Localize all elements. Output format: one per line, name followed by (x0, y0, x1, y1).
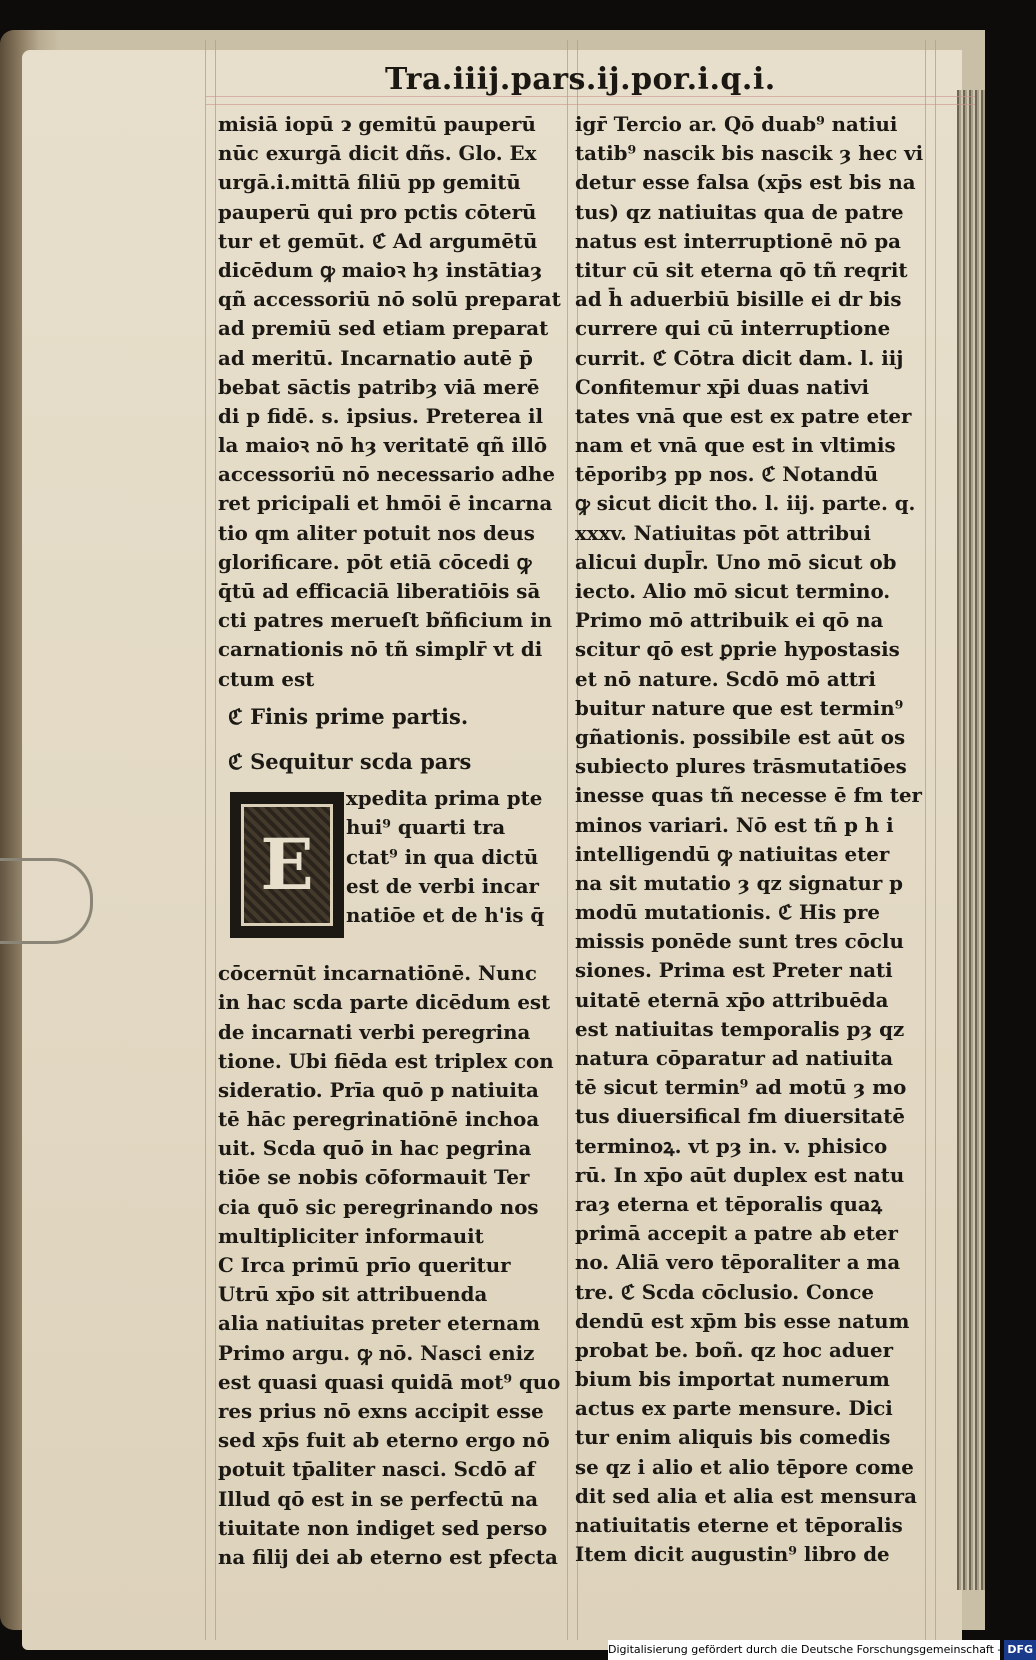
text-line: rū. In xp̄o aūt duplex est natu (575, 1162, 905, 1187)
text-line: ctat⁹ in qua dictū (346, 844, 539, 869)
ruling-line (205, 104, 975, 105)
text-line: natiōe et de h'is q̄ (346, 902, 545, 927)
text-line: dicēdum ꝙ maioꝛ hȝ instātiaȝ (218, 257, 543, 282)
text-line: multipliciter informauit (218, 1223, 484, 1248)
text-line: cia quō sic peregrinando nos (218, 1194, 539, 1219)
text-line: bebat sāctis patribȝ viā merē (218, 374, 540, 399)
text-line: primā accepit a patre ab eter (575, 1221, 898, 1246)
text-line: xpedita prima pte (346, 786, 543, 811)
text-line: inesse quas tñ necesse ē fm ter (575, 783, 922, 808)
text-line: est natiuitas temporalis pȝ qz (575, 1016, 905, 1041)
finis-rubric: ℭ Finis prime partis. (228, 703, 469, 729)
text-line: tatib⁹ nascik bis nascik ȝ hec vi (575, 141, 924, 166)
text-line: titur cū sit eterna qō tñ reqrit (575, 257, 908, 282)
text-line: tates vnā que est ex patre eter (575, 403, 912, 428)
text-line: tē hāc peregrinatiōnē inchoa (218, 1107, 540, 1132)
text-line: glorificare. pōt etiā cōcedi ꝙ (218, 549, 532, 574)
text-line: tur enim aliquis bis comedis (575, 1425, 891, 1450)
text-line: ꝙ sicut dicit tho. l. iij. parte. q. (575, 491, 916, 516)
text-line: tur et gemūt. ℭ Ad argumētū (218, 228, 538, 253)
text-line: siones. Prima est Preter nati (575, 958, 893, 983)
ruling-line (205, 40, 206, 1640)
text-line: Utrū xp̄o sit attribuenda (218, 1282, 488, 1307)
text-line: modū mutationis. ℭ His pre (575, 900, 881, 925)
ruling-line (935, 40, 936, 1640)
text-line: Primo mō attribuik ei qō na (575, 608, 884, 633)
text-line: gñationis. possibile est aūt os (575, 724, 906, 749)
text-line: no. Aliā vero tēporaliter a ma (575, 1250, 901, 1275)
text-line: detur esse falsa (xp̄s est bis na (575, 170, 916, 195)
text-line: intelligendū ꝙ natiuitas eter (575, 841, 890, 866)
left-column (218, 110, 566, 1572)
text-line: tio qm aliter potuit nos deus (218, 520, 535, 545)
text-line: ad h̄ aduerbiū bisille ei dr bis (575, 287, 902, 312)
text-line: bium bis importat numerum (575, 1367, 890, 1392)
text-line: urgā.i.mittā filiū pp gemitū (218, 170, 521, 195)
text-line: ad premiū sed etiam preparat (218, 316, 549, 341)
left-column-top (218, 110, 566, 694)
text-line: igr̄ Tercio ar. Qō duab⁹ natiui (575, 112, 898, 136)
left-column-bottom (218, 959, 566, 1572)
text-line: tē sicut termin⁹ ad motū ȝ mo (575, 1075, 907, 1100)
text-line: alicui dupl̄r. Uno mō sicut ob (575, 549, 897, 574)
text-line: dit sed alia et alia est mensura (575, 1483, 917, 1508)
text-line: Confitemur xp̄i duas nativi (575, 374, 869, 399)
text-line: tre. ℭ Scda cōclusio. Conce (575, 1279, 874, 1304)
sequitur-heading: ℭ Sequitur scda pars (228, 748, 472, 774)
text-line: tēporibȝ pp nos. ℭ Notandū (575, 462, 879, 487)
right-column (575, 110, 923, 1569)
text-line: Primo argu. ꝙ nō. Nasci eniz (218, 1340, 535, 1365)
text-line: q̄tū ad efficaciā liberatiōis sā (218, 579, 541, 603)
ruling-line (925, 40, 926, 1640)
text-line: tus) qz natiuitas qua de patre (575, 199, 904, 224)
text-line: la maioꝛ nō hȝ veritatē qñ illō (218, 433, 548, 458)
text-line: currit. ℭ Cōtra dicit dam. l. iij (575, 345, 904, 370)
text-line: missis ponēde sunt tres cōclu (575, 929, 904, 954)
text-line: probat be. boñ. qz hoc aduer (575, 1337, 893, 1362)
text-line: tus diuersifical fm diuersitatē (575, 1104, 905, 1129)
initial-lines (346, 784, 566, 930)
book-clasp (0, 858, 93, 944)
text-line: natiuitatis eterne et tēporalis (575, 1513, 903, 1537)
text-line: est de verbi incar (346, 873, 539, 898)
text-line: accessoriū nō necessario adhe (218, 462, 555, 487)
text-line: iecto. Alio mō sicut termino. (575, 579, 891, 603)
text-line: tiuitate non indiget sed perso (218, 1515, 548, 1540)
text-line: na sit mutatio ȝ qz signatur p (575, 870, 903, 895)
running-head: Tra.iiij.pars.ij.por.i.q.i. (385, 62, 776, 97)
text-line: subiecto plures trāsmutatiōes (575, 754, 907, 779)
text-line: terminoꝝ. vt pȝ in. v. phisico (575, 1133, 888, 1158)
page-edge (957, 90, 985, 1590)
text-line: carnationis nō tñ simplr̄ vt di (218, 637, 543, 662)
woodcut-initial (230, 792, 344, 938)
text-line: C Irca primū prīo queritur (218, 1253, 511, 1277)
text-line: natus est interruptionē nō pa (575, 228, 901, 253)
ruling-line (567, 40, 568, 1640)
ruling-line (215, 40, 216, 1640)
text-line: de incarnati verbi peregrina (218, 1019, 531, 1044)
text-line: alia natiuitas preter eternam (218, 1311, 541, 1336)
text-line: res prius nō exns accipit esse (218, 1398, 544, 1423)
text-line: sed xp̄s fuit ab eterno ergo nō (218, 1428, 550, 1453)
text-line: tiōe se nobis cōformauit Ter (218, 1165, 530, 1190)
text-line: nam et vnā que est in vltimis (575, 433, 896, 458)
text-line: hui⁹ quarti tra (346, 815, 506, 840)
text-line: actus ex parte mensure. Dici (575, 1396, 893, 1421)
text-line: cōcernūt incarnatiōnē. Nunc (218, 961, 537, 986)
text-line: na filij dei ab eterno est pfecta (218, 1544, 558, 1569)
text-line: dendū est xp̄m bis esse natum (575, 1308, 910, 1333)
text-line: Item dicit augustin⁹ libro de (575, 1542, 890, 1567)
text-line: ad meritū. Incarnatio autē p̄ (218, 345, 533, 370)
text-line: cti patres merueſt bñficium in (218, 608, 553, 633)
text-line: raȝ eterna et tēporalis quaꝝ (575, 1191, 883, 1216)
text-line: est quasi quasi quidā mot⁹ quo (218, 1369, 561, 1394)
text-line: uitatē eternā xp̄o attribuēda (575, 987, 889, 1012)
text-line: currere qui cū interruptione (575, 316, 891, 341)
text-line: tione. Ubi fiēda est triplex con (218, 1048, 554, 1073)
text-line: xxxv. Natiuitas pōt attribui (575, 520, 871, 545)
text-line: uit. Scda quō in hac pegrina (218, 1136, 532, 1161)
text-line: buitur nature que est termin⁹ (575, 695, 904, 720)
text-line: nūc exurgā dicit dñs. Glo. Ex (218, 141, 537, 166)
text-line: misiā iopū ɂ gemitū pauperū (218, 112, 536, 136)
text-line: se qz i alio et alio tēpore come (575, 1454, 914, 1479)
text-line: ret pricipali et hmōi ē incarna (218, 491, 553, 516)
text-line: in hac scda parte dicēdum est (218, 990, 551, 1015)
dfg-logo: DFG (1004, 1640, 1036, 1660)
text-line: Illud qō est in se perfectū na (218, 1486, 539, 1511)
footer-text: Digitalisierung gefördert durch die Deutsche Forschungsgemeinschaft - (608, 1643, 1002, 1656)
text-line: ctum est (218, 666, 315, 691)
text-line: natura cōparatur ad natiuita (575, 1046, 894, 1070)
text-line: di p fidē. s. ipsius. Preterea il (218, 403, 544, 428)
text-line: sideratio. Prīa quō p natiuita (218, 1077, 539, 1102)
text-line: pauperū qui pro pctis cōterū (218, 199, 537, 224)
text-line: potuit tp̄aliter nasci. Scdō af (218, 1457, 536, 1482)
text-line: scitur qō est ꝑprie hypostasis (575, 637, 900, 662)
decorated-initial-block (218, 784, 566, 959)
digitization-footer (608, 1640, 1034, 1660)
text-line: qñ accessoriū nō solū preparat (218, 287, 561, 312)
initial-letter: E (241, 804, 333, 926)
text-line: et nō nature. Scdō mō attri (575, 666, 876, 691)
text-line: minos variari. Nō est tñ p h i (575, 812, 894, 837)
